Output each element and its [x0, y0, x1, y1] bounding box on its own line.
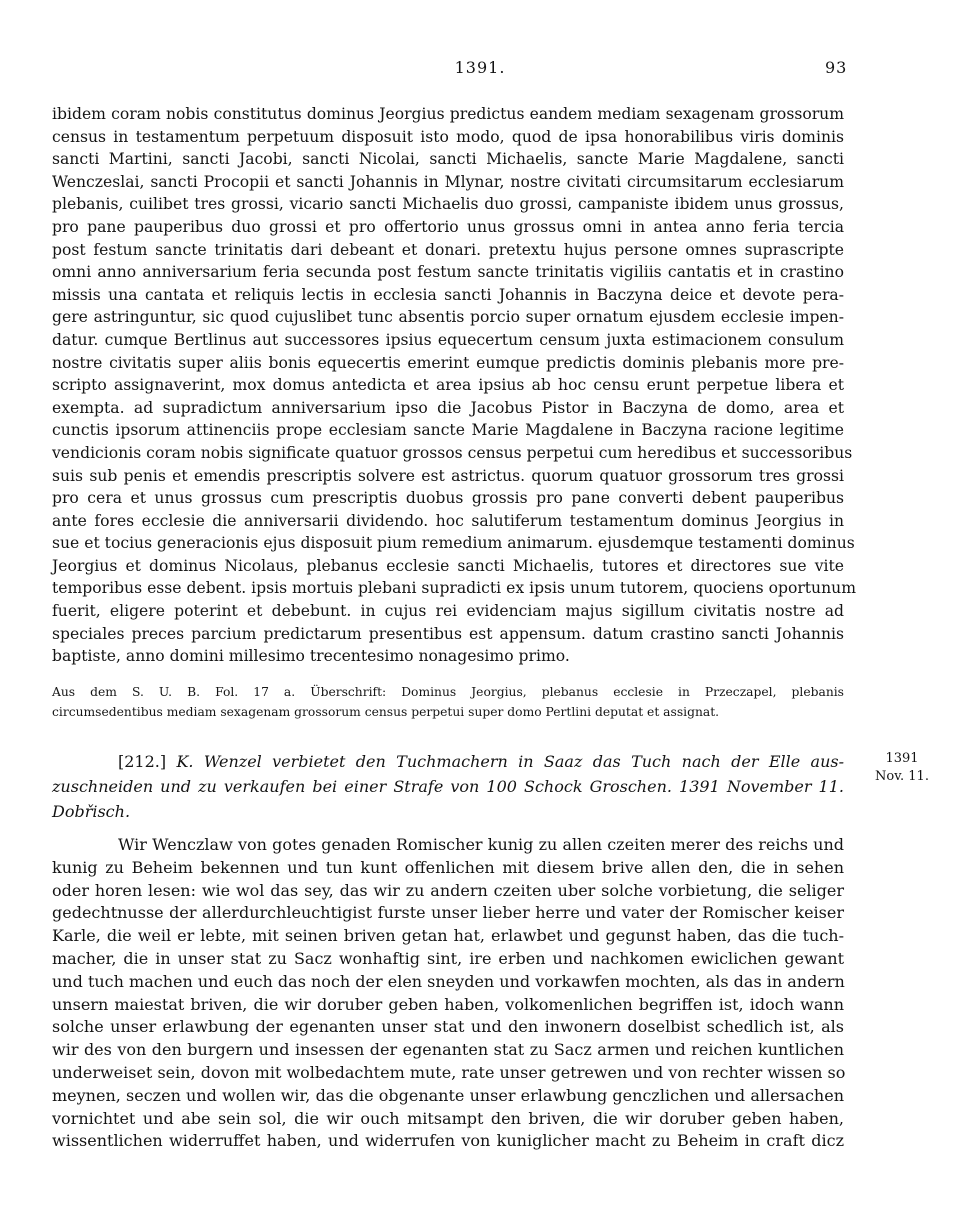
- text-line: macher, die in unser stat zu Sacz wonhaftig sint, ire erben und nachkomen ewiclichen gewant: [52, 948, 844, 968]
- heading-line-2: zuschneiden und zu verkaufen bei einer Strafe von 100 Schock Groschen. 1391 November 11.: [52, 777, 844, 796]
- text-line: Wenczeslai, sancti Procopii et sancti Johannis in Mlynar, nostre civitati circumsitarum ecclesiarum: [52, 172, 844, 191]
- text-line: gere astringuntur, sic quod cujuslibet tunc absentis porcio super ornatum ejusdem ecclesie impen-: [52, 308, 844, 327]
- source-line: circumsedentibus mediam sexagenam grossorum census perpetui super domo Pertlini deputat et assignat.: [52, 705, 720, 719]
- text-line: unsern maiestat briven, die wir doruber geben haben, volkomenlichen begriffen ist, idoch wann: [52, 994, 844, 1014]
- text-line: suis sub penis et emendis prescriptis solvere est astrictus. quorum quatuor grossorum tres grossi: [52, 466, 844, 485]
- document-heading: [52, 749, 844, 824]
- text-line: Jeorgius et dominus Nicolaus, plebanus ecclesie sancti Michaelis, tutores et directores sue vite: [52, 556, 844, 575]
- text-line: speciales preces parcium predictarum presentibus est appensum. datum crastino sancti Johannis: [52, 624, 844, 643]
- heading-line: [52, 749, 844, 774]
- text-line: scripto assignaverint, mox domus antedicta et area ipsius ab hoc censu erunt perpetue libera et: [52, 376, 844, 395]
- text-line: Karle, die weil er lebte, mit seinen briven getan hat, erlawbet und gegunst haben, das die tuch-: [52, 926, 844, 946]
- text-line: pro pane pauperibus duo grossi et pro offertorio unus grossus omni in antea anno feria tercia: [52, 217, 844, 236]
- text-line: Wir Wenczlaw von gotes genaden Romischer kunig zu allen czeiten merer des reichs und: [118, 835, 844, 854]
- margin-date-note: [862, 750, 942, 786]
- text-line: oder horen lesen: wie wol das sey, das wir zu andern czeiten uber solche vorbietung, die seliger: [52, 880, 844, 900]
- text-line: und tuch machen und euch das noch der elen sneyden und vorkawfen mochten, als das in andern: [52, 971, 845, 991]
- text-line: cunctis ipsorum attinenciis prope ecclesiam sancte Marie Magdalene in Baczyna racione legitime: [52, 421, 844, 440]
- text-line: omni anno anniversarium feria secunda post festum sancte trinitatis vigiliis cantatis et in crastino: [52, 263, 844, 282]
- text-line: kunig zu Beheim bekennen und tun kunt offenlichen mit diesem brive allen den, die in sehen: [52, 857, 844, 877]
- text-line: solche unser erlawbung der egenanten unser stat und den inwonern doselbist schedlich ist, als: [52, 1017, 844, 1037]
- charter-text-continued: [52, 103, 856, 668]
- text-line: post festum sancte trinitatis dari debeant et donari. pretextu hujus persone omnes suprascripte: [52, 240, 844, 259]
- text-line: ante fores ecclesie die anniversarii dividendo. hoc salutiferum testamentum dominus Jeorgius in: [52, 511, 844, 530]
- heading-line-3: Dobřisch.: [52, 802, 131, 821]
- source-line: Aus dem S. U. B. Fol. 17 a. Überschrift: Dominus Jeorgius, plebanus ecclesie in Przeczapel, plebanis: [52, 685, 844, 699]
- text-line: vornichtet und abe sein sol, die wir ouch mitsampt den briven, die wir doruber geben haben,: [52, 1108, 844, 1128]
- text-line: gedechtnusse der allerdurchleuchtigist furste unser lieber herre und vater der Romischer keiser: [52, 903, 844, 923]
- text-line: missis una cantata et reliquis lectis in ecclesia sancti Johannis in Baczyna deice et devote pera-: [52, 285, 844, 304]
- text-line: pro cera et unus grossus cum prescriptis duobus grossis pro pane converti debent pauperibus: [52, 489, 844, 508]
- text-line: datur. cumque Bertlinus aut successores ipsius equecertum censum juxta estimacionem consulum: [52, 330, 844, 349]
- text-line: vendicionis coram nobis significate quatuor grossos census perpetui cum heredibus et successoribus: [52, 443, 853, 462]
- document-number: [212.]: [118, 752, 167, 771]
- margin-year: 1391: [885, 751, 919, 766]
- running-head-year: 1391.: [454, 58, 506, 77]
- text-line: meynen, seczen und wollen wir, das die obgenante unser erlawbung genczlichen und allersachen: [52, 1085, 844, 1105]
- source-note: [52, 682, 844, 722]
- text-line: temporibus esse debent. ipsis mortuis plebani supradicti ex ipsis unum tutorem, quociens oportunum: [52, 579, 856, 598]
- text-line: sue et tocius generacionis ejus disposuit pium remedium animarum. ejusdemque testamenti dominus: [52, 534, 855, 553]
- text-line: exempta. ad supradictum anniversarium ipso die Jacobus Pistor in Baczyna de domo, area et: [52, 398, 844, 417]
- text-line: census in testamentum perpetuum disposuit isto modo, quod de ipsa honorabilibus viris dominis: [52, 127, 844, 146]
- text-line: plebanis, cuilibet tres grossi, vicario sancti Michaelis duo grossi, campaniste ibidem unus grossus,: [52, 195, 844, 214]
- heading-line-1: K. Wenzel verbietet den Tuchmachern in Saaz das Tuch nach der Elle aus-: [176, 752, 845, 771]
- text-line: nostre civitatis super aliis bonis equecertis emerint eumque predictis dominis plebanis more pre-: [52, 353, 844, 372]
- charter-text: [52, 834, 844, 1153]
- text-line: wir des von den burgern und insessen der egenanten stat zu Sacz armen und reichen kuntlichen: [52, 1040, 844, 1060]
- text-line: ibidem coram nobis constitutus dominus Jeorgius predictus eandem mediam sexagenam grossorum: [52, 105, 844, 123]
- text-line: wissentlichen widerruffet haben, und widerrufen von kuniglicher macht zu Beheim in craft dicz: [52, 1131, 844, 1151]
- text-line: baptiste, anno domini millesimo trecentesimo nonagesimo primo.: [52, 647, 570, 666]
- page-number: 93: [825, 58, 848, 77]
- text-line: underweiset sein, dovon mit wolbedachtem mute, rate unser getrewen und von rechter wissen so: [52, 1062, 846, 1082]
- margin-date: Nov. 11.: [875, 769, 929, 784]
- text-line: fuerit, eligere poterint et debebunt. in cujus rei evidenciam majus sigillum civitatis nostre ad: [52, 602, 844, 621]
- text-line: sancti Martini, sancti Jacobi, sancti Nicolai, sancti Michaelis, sancte Marie Magdalene, sancti: [52, 150, 844, 169]
